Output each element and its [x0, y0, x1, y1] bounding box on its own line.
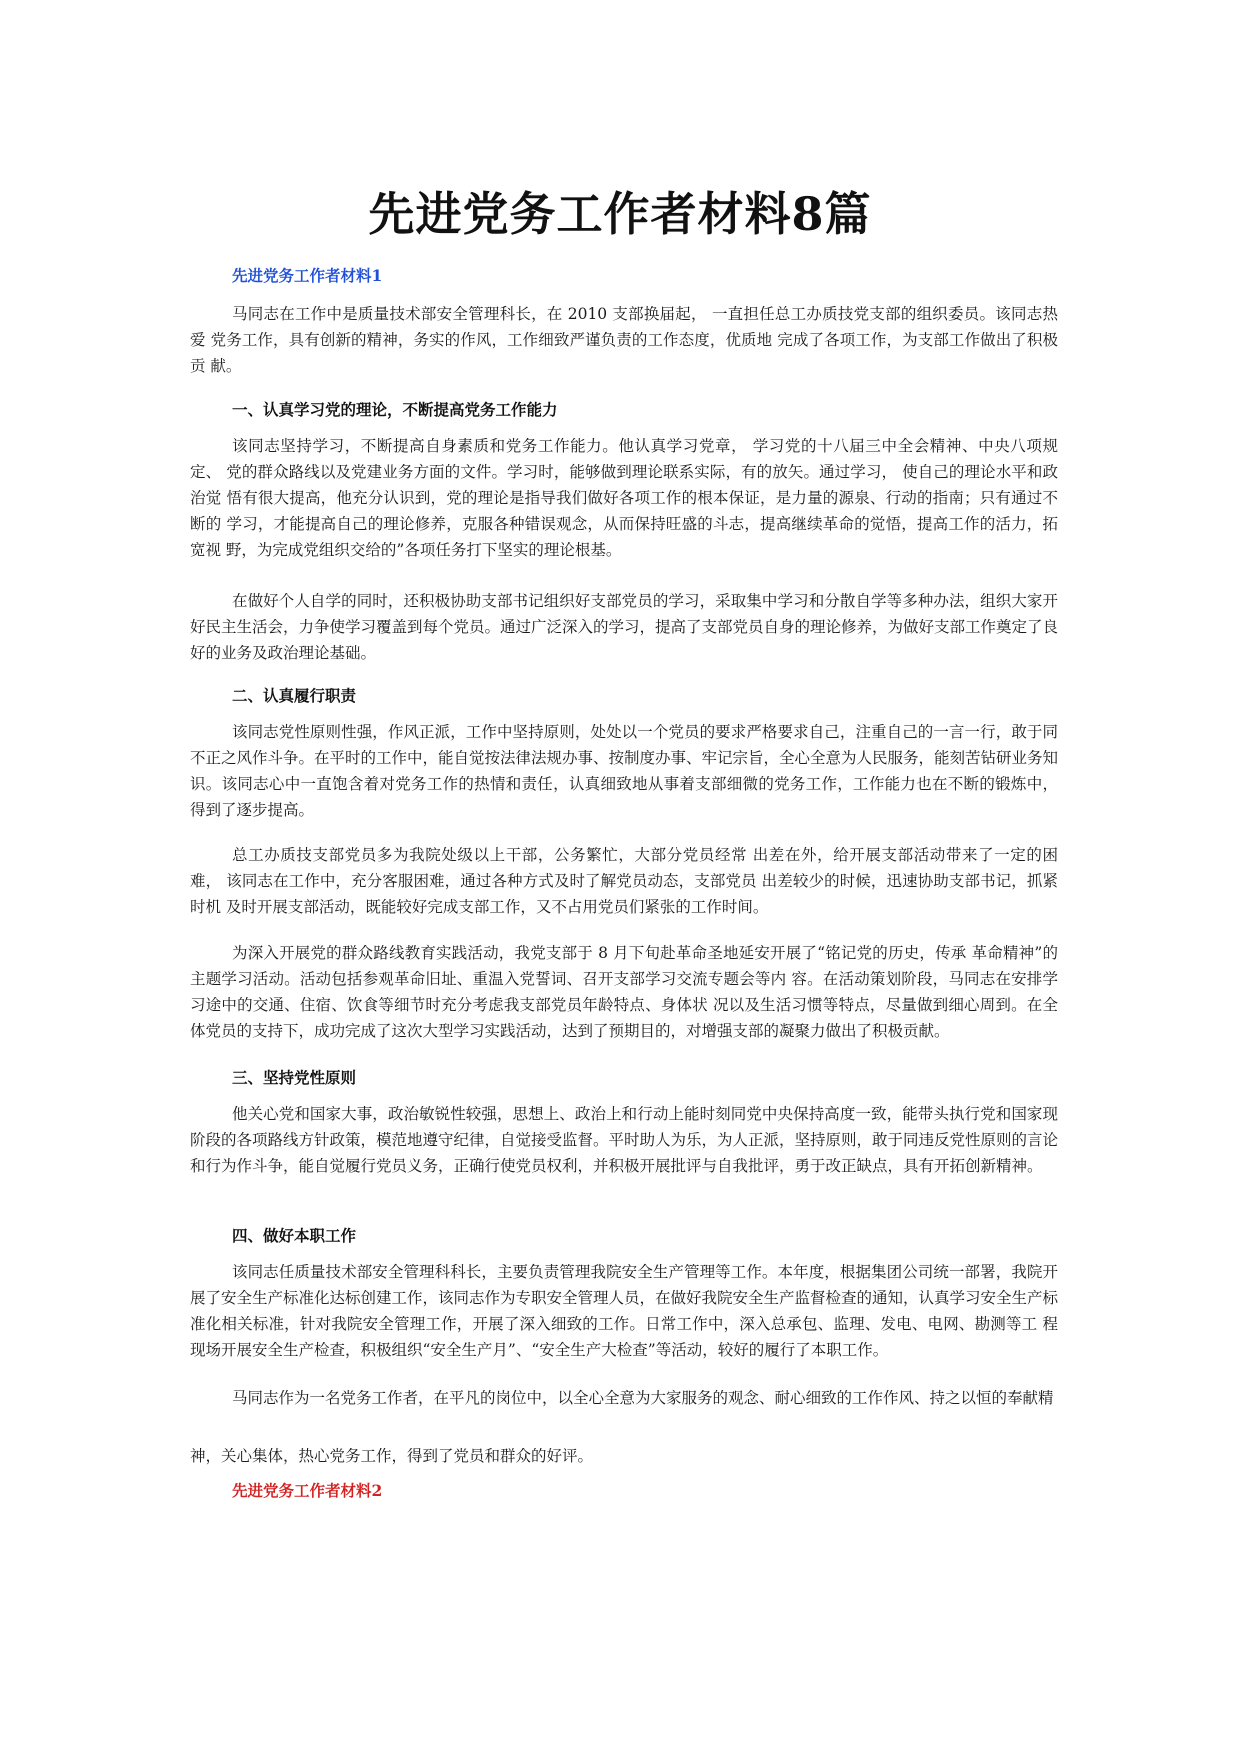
heading-2: 二、认真履行职责 [232, 686, 357, 705]
heading-4-paragraph-2: 马同志作为一名党务工作者，在平凡的岗位中，以全心全意为大家服务的观念、耐心细致的工作作风、持之以恒的奉献精 [232, 1389, 1054, 1407]
heading-2-paragraph-3: 为深入开展党的群众路线教育实践活动，我党支部于 8 月下旬赴革命圣地延安开展了“铭记党的历史，传承 革命精神”的 主题学习活动。活动包括参观革命旧址、重温入党誓词、召开支部学习交流专题会等内 容。在活动策划阶段，马同志在安排学 习途中的交通、住宿、饮食等细节时充分考虑我支部党员年龄特点、身体状 况以及生活习惯等特点，尽量做到细心周到。在全 体党员的支持下，成功完成了这次大型学习实践活动，达到了预期目的，对增强支部的凝聚力做出了积极贡献。 [190, 944, 1058, 1040]
heading-1: 一、认真学习党的理论，不断提高党务工作能力 [232, 400, 558, 419]
heading-3: 三、坚持党性原则 [232, 1068, 357, 1087]
section-1-title[interactable]: 先进党务工作者材料1 [232, 266, 383, 285]
section-2-title[interactable]: 先进党务工作者材料2 [232, 1481, 383, 1500]
heading-4-paragraph-1: 该同志任质量技术部安全管理科科长，主要负责管理我院安全生产管理等工作。本年度，根据集团公司统一部署，我院开展了安全生产标准化达标创建工作，该同志作为专职安全管理人员，在做好我院安全生产监督检查的通知，认真学习安全生产标准化相关标准，针对我院安全管理工作，开展了深入细致的工作。日常工作中，深入总承包、监理、发电、电网、勘测等工 程现场开展安全生产检查，积极组织“安全生产月”、“安全生产大检查”等活动，较好的履行了本职工作。 [190, 1263, 1059, 1359]
intro-paragraph: 马同志在工作中是质量技术部安全管理科长，在 2010 支部换届起， 一直担任总工办质技党支部的组织委员。该同志热爱 党务工作，具有创新的精神，务实的作风，工作细致严谨负责的工作态度，优质地 完成了各项工作，为支部工作做出了积极贡 献。 [190, 305, 1058, 375]
heading-2-paragraph-1: 该同志党性原则性强，作风正派，工作中坚持原则，处处以一个党员的要求严格要求自己，注重自己的一言一行，敢于同不正之风作斗争。在平时的工作中，能自觉按法律法规办事、按制度办事、牢记宗旨，全心全意为人民服务，能刻苦钻研业务知识。该同志心中一直饱含着对党务工作的热情和责任，认真细致地从事着支部细微的党务工作，工作能力也在不断的锻炼中， 得到了逐步提高。 [190, 723, 1059, 819]
document-title: 先进党务工作者材料8篇 [368, 187, 872, 241]
heading-1-paragraph-1: 该同志坚持学习，不断提高自身素质和党务工作能力。他认真学习党章， 学习党的十八届三中全会精神、中央八项规定、 党的群众路线以及党建业务方面的文件。学习时，能够做到理论联系实际，有的放矢。通过学习， 使自己的理论水平和政治觉 悟有很大提高，他充分认识到，党的理论是指导我们做好各项工作的根本保证，是力量的源泉、行动的指南；只有通过不断的 学习，才能提高自己的理论修养，克服各种错误观念，从而保持旺盛的斗志，提高继续革命的觉悟，提高工作的活力，拓宽视 野，为完成党组织交给的”各项任务打下坚实的理论根基。 [190, 437, 1058, 559]
heading-3-paragraph-1: 他关心党和国家大事，政治敏锐性较强，思想上、政治上和行动上能时刻同党中央保持高度一致，能带头执行党和国家现阶段的各项路线方针政策，模范地遵守纪律，自觉接受监督。平时助人为乐，为人正派，坚持原则，敢于同违反党性原则的言论和行为作斗争，能自觉履行党员义务，正确行使党员权利，并积极开展批评与自我批评，勇于改正缺点，具有开拓创新精神。 [190, 1105, 1059, 1175]
heading-1-paragraph-2: 在做好个人自学的同时，还积极协助支部书记组织好支部党员的学习，采取集中学习和分散自学等多种办法，组织大家开好民主生活会，力争使学习覆盖到每个党员。通过广泛深入的学习，提高了支部党员自身的理论修养，为做好支部工作奠定了良好的业务及政治理论基础。 [190, 592, 1059, 662]
heading-4: 四、做好本职工作 [232, 1226, 357, 1245]
heading-2-paragraph-2: 总工办质技支部党员多为我院处级以上干部，公务繁忙，大部分党员经常 出差在外，给开展支部活动带来了一定的困难， 该同志在工作中，充分客服困难，通过各种方式及时了解党员动态，支部党员 出差较少的时候，迅速协助支部书记，抓紧时机 及时开展支部活动，既能较好完成支部工作，又不占用党员们紧张的工作时间。 [190, 846, 1058, 916]
heading-4-paragraph-3: 神，关心集体，热心党务工作，得到了党员和群众的好评。 [190, 1447, 594, 1465]
